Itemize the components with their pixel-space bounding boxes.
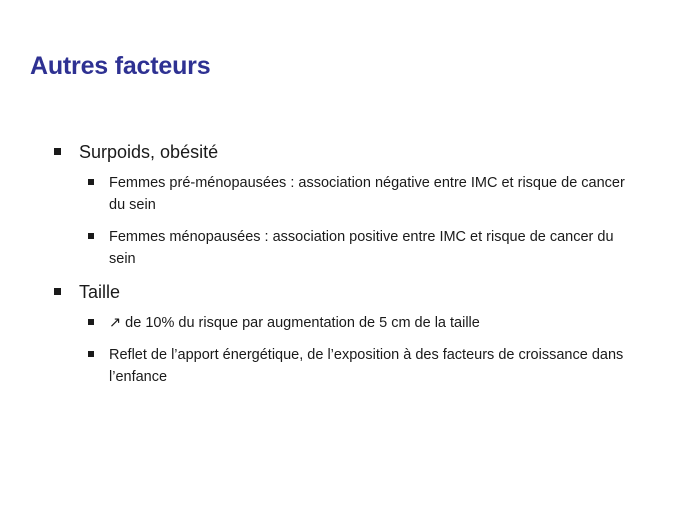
sub-bullet-item bbox=[54, 312, 639, 334]
sub-bullet-text: Femmes pré-ménopausées : association négative entre IMC et risque de cancer du sein bbox=[109, 175, 625, 213]
square-bullet-icon bbox=[88, 233, 94, 239]
section-label: Surpoids, obésité bbox=[79, 142, 219, 162]
sub-bullet-list bbox=[54, 172, 654, 270]
square-bullet-icon bbox=[54, 148, 61, 155]
section-label: Taille bbox=[79, 282, 121, 302]
sub-bullet-item bbox=[54, 226, 639, 270]
sub-bullet-item bbox=[54, 172, 639, 216]
slide-content bbox=[54, 140, 654, 398]
square-bullet-icon bbox=[88, 351, 94, 357]
sub-bullet-text: Femmes ménopausées : association positive entre IMC et risque de cancer du sein bbox=[109, 229, 614, 267]
bullet-section-height bbox=[54, 280, 654, 304]
sub-bullet-item bbox=[54, 344, 639, 388]
sub-bullet-text: ↗ de 10% du risque par augmentation de 5 cm de la taille bbox=[109, 315, 480, 331]
sub-bullet-text: Reflet de l’apport énergétique, de l’exposition à des facteurs de croissance dans l’enfance bbox=[109, 347, 624, 385]
slide-title: Autres facteurs bbox=[30, 52, 211, 80]
square-bullet-icon bbox=[88, 179, 94, 185]
sub-bullet-list bbox=[54, 312, 654, 388]
square-bullet-icon bbox=[54, 288, 61, 295]
square-bullet-icon bbox=[88, 319, 94, 325]
bullet-section-overweight bbox=[54, 140, 654, 164]
